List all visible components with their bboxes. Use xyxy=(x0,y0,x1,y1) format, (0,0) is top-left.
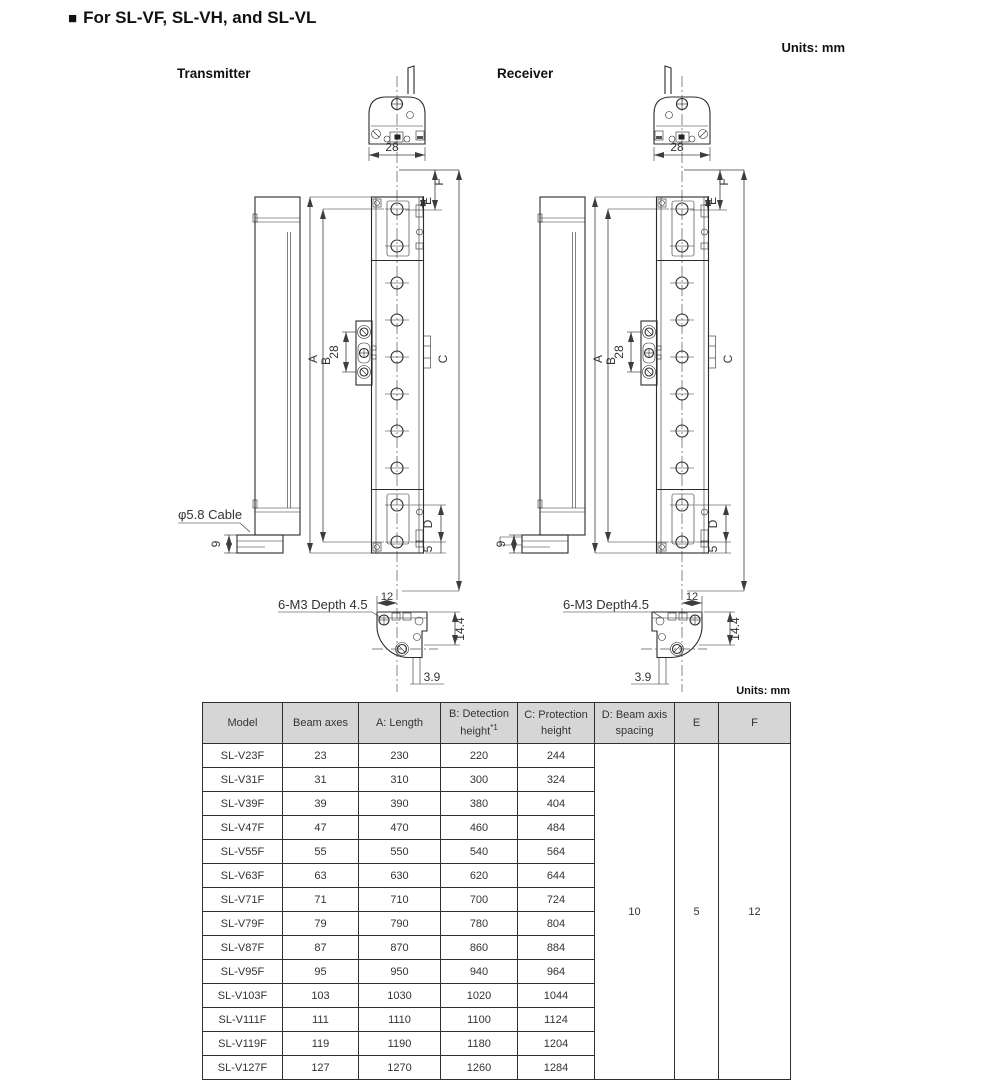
dim-label-d: D xyxy=(706,519,720,529)
dim-label-28-top: 28 xyxy=(385,140,399,154)
dim-label-12: 12 xyxy=(685,591,699,603)
length-cell: 630 xyxy=(359,864,441,888)
mounting-bracket xyxy=(612,321,661,385)
transmitter-side-view xyxy=(237,197,300,553)
col-header-length: A: Length xyxy=(359,703,441,744)
beam-axes-cell: 127 xyxy=(283,1056,359,1080)
col-header-protection-height: C: Protection height xyxy=(518,703,595,744)
model-cell: SL-V39F xyxy=(203,792,283,816)
length-cell: 310 xyxy=(359,768,441,792)
transmitter-front-view xyxy=(372,197,431,553)
dim-label-12: 12 xyxy=(380,591,394,603)
length-cell: 230 xyxy=(359,744,441,768)
dim-label-d: D xyxy=(421,519,435,529)
beam-axes-cell: 103 xyxy=(283,984,359,1008)
col-header-beam-axes: Beam axes xyxy=(283,703,359,744)
m3-callout xyxy=(563,597,661,617)
protection-height-cell: 1204 xyxy=(518,1032,595,1056)
dim-label-b: B xyxy=(604,356,618,366)
dim-label-f: F xyxy=(717,178,731,186)
protection-height-cell: 964 xyxy=(518,960,595,984)
protection-height-cell: 484 xyxy=(518,816,595,840)
dim-12 xyxy=(377,591,397,611)
page-title xyxy=(68,8,316,28)
protection-height-cell: 724 xyxy=(518,888,595,912)
beam-axes-cell: 71 xyxy=(283,888,359,912)
mounting-bracket xyxy=(327,321,376,385)
beam-axes-cell: 111 xyxy=(283,1008,359,1032)
length-cell: 950 xyxy=(359,960,441,984)
dim-3-9 xyxy=(410,658,444,684)
protection-height-cell: 1284 xyxy=(518,1056,595,1080)
protection-height-cell: 804 xyxy=(518,912,595,936)
dim-d-5 xyxy=(410,505,446,553)
transmitter-drawing xyxy=(170,60,470,700)
section-square-marker: ■ xyxy=(68,10,78,27)
model-cell: SL-V103F xyxy=(203,984,283,1008)
footnote-marker: *1 xyxy=(490,723,498,733)
beam-axes-cell: 63 xyxy=(283,864,359,888)
detection-height-cell: 220 xyxy=(441,744,518,768)
model-cell: SL-V63F xyxy=(203,864,283,888)
dim-e-f xyxy=(684,170,744,210)
receiver-heading: Receiver xyxy=(497,66,554,81)
dimension-table xyxy=(202,702,791,1080)
model-cell: SL-V47F xyxy=(203,816,283,840)
units-note-table: Units: mm xyxy=(736,685,790,697)
col-header-f: F xyxy=(719,703,791,744)
dim-label-3-9: 3.9 xyxy=(423,670,441,684)
dim-9 xyxy=(494,535,522,553)
protection-height-cell: 1124 xyxy=(518,1008,595,1032)
beam-axes-cell: 95 xyxy=(283,960,359,984)
dim-label-5: 5 xyxy=(706,545,720,553)
model-cell: SL-V31F xyxy=(203,768,283,792)
m3-callout xyxy=(278,597,380,617)
model-cell: SL-V55F xyxy=(203,840,283,864)
dim-label-e: E xyxy=(420,196,434,206)
m3-label: 6-M3 Depth4.5 xyxy=(563,597,649,612)
page-title-text: For SL-VF, SL-VH, and SL-VL xyxy=(83,8,317,27)
protection-height-cell: 564 xyxy=(518,840,595,864)
beam-axes-cell: 55 xyxy=(283,840,359,864)
dim-d-5 xyxy=(695,505,731,553)
table-header-row xyxy=(203,703,791,744)
units-note-top: Units: mm xyxy=(781,40,845,55)
protection-height-cell: 324 xyxy=(518,768,595,792)
length-cell: 1030 xyxy=(359,984,441,1008)
dim-label-5: 5 xyxy=(421,545,435,553)
transmitter-heading: Transmitter xyxy=(177,66,251,81)
receiver-bottom-view xyxy=(641,612,707,658)
dim-label-3-9: 3.9 xyxy=(634,670,652,684)
length-cell: 550 xyxy=(359,840,441,864)
length-cell: 1270 xyxy=(359,1056,441,1080)
protection-height-cell: 884 xyxy=(518,936,595,960)
model-cell: SL-V111F xyxy=(203,1008,283,1032)
receiver-side-view xyxy=(500,197,585,553)
col-header-detection-height: B: Detection height$^{*1}$ xyxy=(441,703,518,744)
dim-label-a: A xyxy=(306,354,320,364)
model-cell: SL-V23F xyxy=(203,744,283,768)
model-cell: SL-V71F xyxy=(203,888,283,912)
beam-spacing-merged-cell: 10 xyxy=(595,744,675,1080)
length-cell: 1190 xyxy=(359,1032,441,1056)
dim-label-14-4: 14.4 xyxy=(728,617,742,641)
dim-label-bracket-28: 28 xyxy=(327,345,341,359)
receiver-front-view xyxy=(657,197,716,553)
model-cell: SL-V87F xyxy=(203,936,283,960)
length-cell: 470 xyxy=(359,816,441,840)
beam-axes-cell: 87 xyxy=(283,936,359,960)
col-header-beam-spacing: D: Beam axis spacing xyxy=(595,703,675,744)
detection-height-cell: 1180 xyxy=(441,1032,518,1056)
col-header-model: Model xyxy=(203,703,283,744)
transmitter-bottom-view xyxy=(372,612,438,658)
detection-height-cell: 540 xyxy=(441,840,518,864)
detection-height-cell: 380 xyxy=(441,792,518,816)
f-merged-cell: 12 xyxy=(719,744,791,1080)
model-cell: SL-V95F xyxy=(203,960,283,984)
beam-axes-cell: 39 xyxy=(283,792,359,816)
length-cell: 1110 xyxy=(359,1008,441,1032)
cable-callout xyxy=(178,507,250,532)
dim-label-14-4: 14.4 xyxy=(453,617,467,641)
receiver-drawing xyxy=(455,60,755,700)
beam-axes-cell: 23 xyxy=(283,744,359,768)
length-cell: 870 xyxy=(359,936,441,960)
detection-height-cell: 1020 xyxy=(441,984,518,1008)
detection-height-cell: 860 xyxy=(441,936,518,960)
protection-height-cell: 244 xyxy=(518,744,595,768)
dim-label-c: C xyxy=(436,354,450,364)
e-merged-cell: 5 xyxy=(675,744,719,1080)
dim-label-bracket-28: 28 xyxy=(612,345,626,359)
dim-9 xyxy=(209,535,237,553)
beam-axes-cell: 119 xyxy=(283,1032,359,1056)
detection-height-cell: 940 xyxy=(441,960,518,984)
m3-label: 6-M3 Depth 4.5 xyxy=(278,597,368,612)
beam-axes-cell: 31 xyxy=(283,768,359,792)
protection-height-cell: 404 xyxy=(518,792,595,816)
dim-label-28-top: 28 xyxy=(670,140,684,154)
protection-height-cell: 644 xyxy=(518,864,595,888)
dim-3-9 xyxy=(631,658,669,684)
detection-height-cell: 700 xyxy=(441,888,518,912)
dim-label-9: 9 xyxy=(209,540,223,548)
dim-a-b-c xyxy=(306,170,459,591)
beam-axes-cell: 47 xyxy=(283,816,359,840)
protection-height-cell: 1044 xyxy=(518,984,595,1008)
length-cell: 390 xyxy=(359,792,441,816)
table-row xyxy=(203,744,791,768)
detection-height-cell: 1100 xyxy=(441,1008,518,1032)
dim-label-9: 9 xyxy=(494,540,508,548)
detection-height-cell: 780 xyxy=(441,912,518,936)
dim-label-e: E xyxy=(705,196,719,206)
detection-height-cell: 300 xyxy=(441,768,518,792)
detection-height-cell: 620 xyxy=(441,864,518,888)
dim-label-a: A xyxy=(591,354,605,364)
cable-label: φ5.8 Cable xyxy=(178,507,243,522)
model-cell: SL-V79F xyxy=(203,912,283,936)
model-cell: SL-V127F xyxy=(203,1056,283,1080)
dim-a-b-c xyxy=(591,170,744,591)
dim-e-f xyxy=(399,170,459,210)
detection-height-cell: 1260 xyxy=(441,1056,518,1080)
model-cell: SL-V119F xyxy=(203,1032,283,1056)
dim-label-b: B xyxy=(319,356,333,366)
col-header-e: E xyxy=(675,703,719,744)
dim-label-c: C xyxy=(721,354,735,364)
length-cell: 710 xyxy=(359,888,441,912)
beam-axes-cell: 79 xyxy=(283,912,359,936)
dim-12 xyxy=(682,591,702,611)
detection-height-cell: 460 xyxy=(441,816,518,840)
dim-14-4 xyxy=(699,612,742,645)
dim-label-f: F xyxy=(432,178,446,186)
length-cell: 790 xyxy=(359,912,441,936)
